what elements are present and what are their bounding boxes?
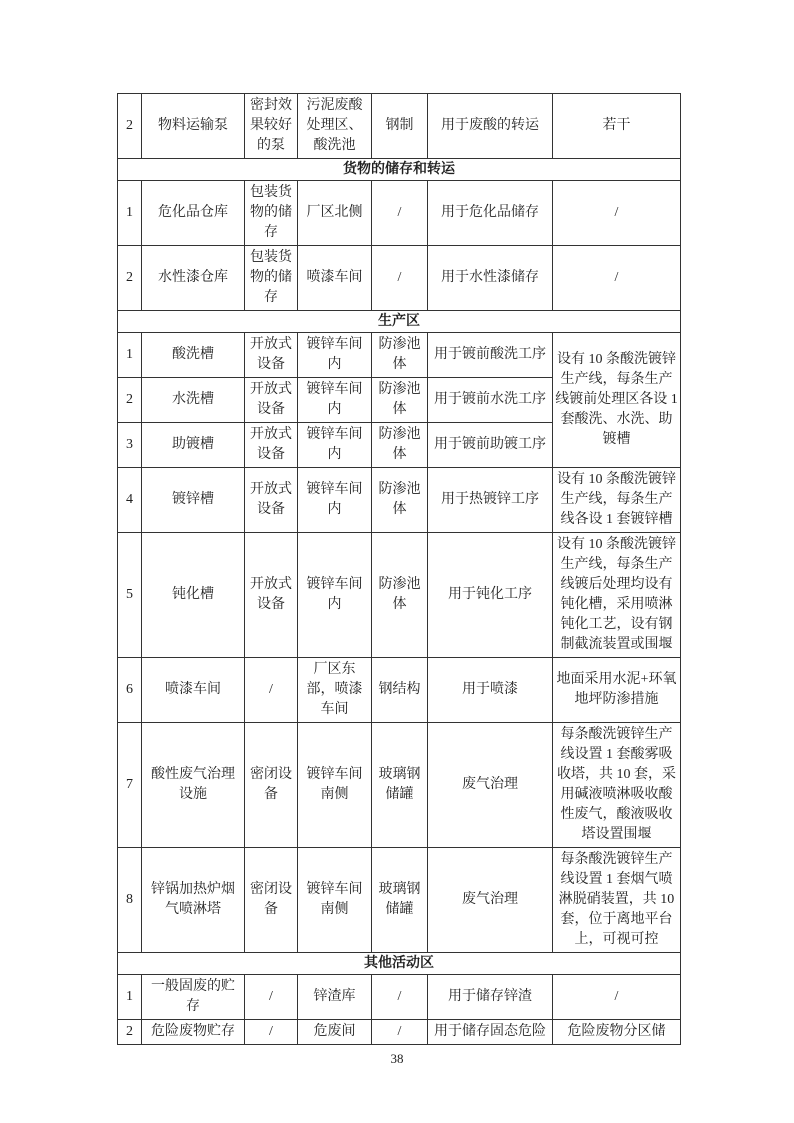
cell-location: 厂区北侧 — [298, 181, 372, 246]
cell-type: / — [245, 658, 298, 723]
cell-location: 镀锌车间内 — [298, 423, 372, 468]
cell-index: 5 — [118, 533, 142, 658]
cell-location: 锌渣库 — [298, 975, 372, 1020]
cell-location: 镀锌车间南侧 — [298, 848, 372, 953]
table-row — [118, 1020, 681, 1045]
section-header-row — [118, 953, 681, 975]
cell-structure: / — [372, 181, 428, 246]
cell-structure: 防渗池体 — [372, 378, 428, 423]
cell-name: 酸洗槽 — [142, 333, 245, 378]
cell-index: 4 — [118, 468, 142, 533]
cell-name: 钝化槽 — [142, 533, 245, 658]
cell-remark: 每条酸洗镀锌生产线设置 1 套烟气喷淋脱硝装置，共 10 套，位于离地平台上，可视可控 — [553, 848, 681, 953]
table-row — [118, 468, 681, 533]
cell-name: 水性漆仓库 — [142, 246, 245, 311]
cell-type: 密闭设备 — [245, 848, 298, 953]
cell-location: 危废间 — [298, 1020, 372, 1045]
cell-type: 开放式设备 — [245, 468, 298, 533]
cell-type: / — [245, 1020, 298, 1045]
cell-type: 包装货物的储存 — [245, 246, 298, 311]
table-row — [118, 658, 681, 723]
cell-location: 喷漆车间 — [298, 246, 372, 311]
cell-name: 危化品仓库 — [142, 181, 245, 246]
cell-index: 2 — [118, 246, 142, 311]
cell-index: 6 — [118, 658, 142, 723]
cell-structure: 玻璃钢储罐 — [372, 723, 428, 848]
cell-location: 污泥废酸处理区、酸洗池 — [298, 94, 372, 159]
cell-index: 2 — [118, 1020, 142, 1045]
cell-location: 镀锌车间内 — [298, 533, 372, 658]
cell-purpose: 用于危化品储存 — [428, 181, 553, 246]
cell-remark: 地面采用水泥+环氧地坪防渗措施 — [553, 658, 681, 723]
cell-location: 镀锌车间内 — [298, 468, 372, 533]
cell-location: 镀锌车间南侧 — [298, 723, 372, 848]
section-header: 其他活动区 — [118, 953, 681, 975]
cell-index: 2 — [118, 94, 142, 159]
cell-name: 物料运输泵 — [142, 94, 245, 159]
cell-purpose: 用于镀前助镀工序 — [428, 423, 553, 468]
cell-remark: 每条酸洗镀锌生产线设置 1 套酸雾吸收塔，共 10 套，采用碱液喷淋吸收酸性废气，酸液吸收塔设置围堰 — [553, 723, 681, 848]
cell-type: 开放式设备 — [245, 533, 298, 658]
cell-type: 包装货物的储存 — [245, 181, 298, 246]
cell-name: 喷漆车间 — [142, 658, 245, 723]
cell-structure: 防渗池体 — [372, 468, 428, 533]
cell-location: 厂区东部，喷漆车间 — [298, 658, 372, 723]
cell-purpose: 用于储存锌渣 — [428, 975, 553, 1020]
cell-purpose: 用于储存固态危险 — [428, 1020, 553, 1045]
cell-remark: 设有 10 条酸洗镀锌生产线，每条生产线镀后处理均设有钝化槽，采用喷淋钝化工艺，设有钢制截流装置或围堰 — [553, 533, 681, 658]
cell-index: 7 — [118, 723, 142, 848]
cell-index: 2 — [118, 378, 142, 423]
cell-structure: 防渗池体 — [372, 333, 428, 378]
table-row — [118, 333, 681, 378]
cell-purpose: 用于钝化工序 — [428, 533, 553, 658]
cell-structure: 钢结构 — [372, 658, 428, 723]
cell-remark: 若干 — [553, 94, 681, 159]
cell-remark: 危险废物分区储 — [553, 1020, 681, 1045]
table-row — [118, 848, 681, 953]
facility-table — [117, 93, 681, 1045]
cell-purpose: 废气治理 — [428, 723, 553, 848]
cell-name: 镀锌槽 — [142, 468, 245, 533]
document-page — [117, 93, 680, 1045]
cell-name: 危险废物贮存 — [142, 1020, 245, 1045]
table-row — [118, 94, 681, 159]
cell-type: 开放式设备 — [245, 378, 298, 423]
cell-type: / — [245, 975, 298, 1020]
cell-remark: 设有 10 条酸洗镀锌生产线，每条生产线各设 1 套镀锌槽 — [553, 468, 681, 533]
cell-structure: 防渗池体 — [372, 533, 428, 658]
cell-name: 助镀槽 — [142, 423, 245, 468]
cell-name: 酸性废气治理设施 — [142, 723, 245, 848]
section-header: 生产区 — [118, 311, 681, 333]
cell-purpose: 用于热镀锌工序 — [428, 468, 553, 533]
table-row — [118, 975, 681, 1020]
table-row — [118, 246, 681, 311]
cell-purpose: 用于镀前酸洗工序 — [428, 333, 553, 378]
cell-index: 1 — [118, 181, 142, 246]
cell-name: 水洗槽 — [142, 378, 245, 423]
table-row — [118, 533, 681, 658]
section-header-row — [118, 159, 681, 181]
cell-name: 锌锅加热炉烟气喷淋塔 — [142, 848, 245, 953]
section-header: 货物的储存和转运 — [118, 159, 681, 181]
cell-structure: / — [372, 975, 428, 1020]
cell-type: 开放式设备 — [245, 423, 298, 468]
cell-structure: 玻璃钢储罐 — [372, 848, 428, 953]
cell-purpose: 用于镀前水洗工序 — [428, 378, 553, 423]
cell-structure: 钢制 — [372, 94, 428, 159]
cell-purpose: 用于喷漆 — [428, 658, 553, 723]
cell-location: 镀锌车间内 — [298, 378, 372, 423]
cell-structure: / — [372, 246, 428, 311]
cell-name: 一般固废的贮存 — [142, 975, 245, 1020]
cell-location: 镀锌车间内 — [298, 333, 372, 378]
cell-index: 8 — [118, 848, 142, 953]
cell-remark: / — [553, 181, 681, 246]
cell-type: 密封效果较好的泵 — [245, 94, 298, 159]
cell-type: 开放式设备 — [245, 333, 298, 378]
cell-remark: / — [553, 975, 681, 1020]
table-row — [118, 181, 681, 246]
cell-structure: / — [372, 1020, 428, 1045]
cell-structure: 防渗池体 — [372, 423, 428, 468]
page-number: 38 — [390, 1051, 404, 1066]
cell-purpose: 废气治理 — [428, 848, 553, 953]
cell-remark: / — [553, 246, 681, 311]
cell-purpose: 用于废酸的转运 — [428, 94, 553, 159]
cell-index: 1 — [118, 975, 142, 1020]
cell-index: 3 — [118, 423, 142, 468]
table-row — [118, 723, 681, 848]
cell-purpose: 用于水性漆储存 — [428, 246, 553, 311]
cell-type: 密闭设备 — [245, 723, 298, 848]
section-header-row — [118, 311, 681, 333]
cell-index: 1 — [118, 333, 142, 378]
cell-remark: 设有 10 条酸洗镀锌生产线，每条生产线镀前处理区各设 1 套酸洗、水洗、助镀槽 — [553, 333, 681, 468]
